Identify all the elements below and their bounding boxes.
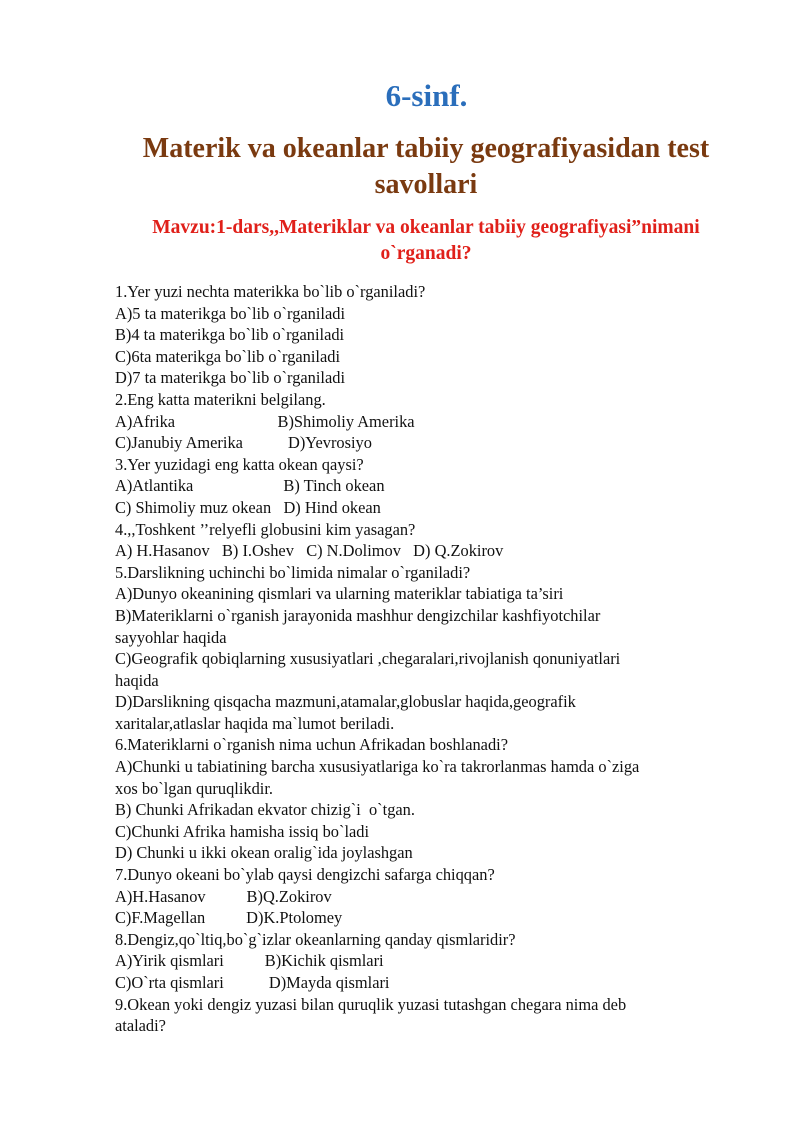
answer-option-line: C)Janubiy Amerika D)Yevrosiyo	[115, 433, 372, 453]
answer-option-line: A)Yirik qismlari B)Kichik qismlari	[115, 951, 384, 971]
answer-option-line: B)4 ta materikga bo`lib o`rganiladi	[115, 325, 345, 345]
question-line: 6.Materiklarni o`rganish nima uchun Afrikadan boshlanadi?	[115, 735, 508, 755]
question-line: 5.Darslikning uchinchi bo`limida nimalar o`rganiladi?	[115, 562, 471, 582]
question-line: 8.Dengiz,qo`ltiq,bo`g`izlar okeanlarning qanday qismlaridir?	[115, 929, 516, 949]
answer-option-line: D)Darslikning qisqacha mazmuni,atamalar,globuslar haqida,geografik	[115, 692, 576, 712]
answer-option-line: xos bo`lgan quruqlikdir.	[115, 778, 273, 798]
answer-option-line: A)Chunki u tabiatining barcha xususiyatlariga ko`ra takrorlanmas hamda o`ziga	[115, 757, 640, 777]
answer-option-line: sayyohlar haqida	[115, 627, 227, 647]
answer-option-line: C)Geografik qobiqlarning xususiyatlari ,chegaralari,rivojlanish qonuniyatlari	[115, 649, 621, 669]
answer-option-line: A)5 ta materikga bo`lib o`rganiladi	[115, 303, 346, 323]
answer-option-line: haqida	[115, 670, 159, 690]
answer-option-line: xaritalar,atlaslar haqida ma`lumot beriladi.	[115, 713, 395, 733]
answer-option-line: C)F.Magellan D)K.Ptolomey	[115, 908, 343, 928]
question-line: 7.Dunyo okeani bo`ylab qaysi dengizchi safarga chiqqan?	[115, 865, 495, 885]
answer-option-line: A)Afrika B)Shimoliy Amerika	[115, 411, 415, 431]
question-line: 9.Okean yoki dengiz yuzasi bilan quruqlik yuzasi tutashgan chegara nima deb	[115, 994, 627, 1014]
question-line: ataladi?	[115, 1016, 166, 1036]
answer-option-line: A)Dunyo okeanining qismlari va ularning materiklar tabiatiga ta’siri	[115, 584, 564, 604]
answer-option-line: D) Chunki u ikki okean oralig`ida joylashgan	[115, 843, 413, 863]
answer-option-line: C)6ta materikga bo`lib o`rganiladi	[115, 346, 341, 366]
answer-option-line: C)Chunki Afrika hamisha issiq bo`ladi	[115, 821, 370, 841]
question-line: 1.Yer yuzi nechta materikka bo`lib o`rganiladi?	[115, 282, 426, 301]
question-line: 2.Eng katta materikni belgilang.	[115, 389, 326, 409]
question-line: 4.,,Toshkent ’’relyefli globusini kim yasagan?	[115, 519, 416, 539]
answer-option-line: C)O`rta qismlari D)Mayda qismlari	[115, 973, 390, 992]
question-list	[115, 281, 735, 1037]
question-line: 3.Yer yuzidagi eng katta okean qaysi?	[115, 454, 364, 474]
answer-option-line: D)7 ta materikga bo`lib o`rganiladi	[115, 368, 346, 388]
grade-heading: 6-sinf.	[385, 78, 468, 113]
answer-option-line: C) Shimoliy muz okean D) Hind okean	[115, 497, 381, 517]
document-title: Materik va okeanlar tabiiy geografiyasidan test savollari	[142, 133, 710, 200]
answer-option-line: B)Materiklarni o`rganish jarayonida mashhur dengizchilar kashfiyotchilar	[115, 605, 601, 625]
topic-heading: Mavzu:1-dars,,Materiklar va okeanlar tabiiy geografiyasi”nimani o`rganadi?	[152, 217, 700, 264]
answer-option-line: A)Atlantika B) Tinch okean	[115, 476, 385, 496]
answer-option-line: A) H.Hasanov B) I.Oshev C) N.Dolimov D) Q.Zokirov	[115, 541, 504, 561]
answer-option-line: A)H.Hasanov B)Q.Zokirov	[115, 886, 332, 906]
answer-option-line: B) Chunki Afrikadan ekvator chizig`i o`tgan.	[115, 800, 415, 820]
